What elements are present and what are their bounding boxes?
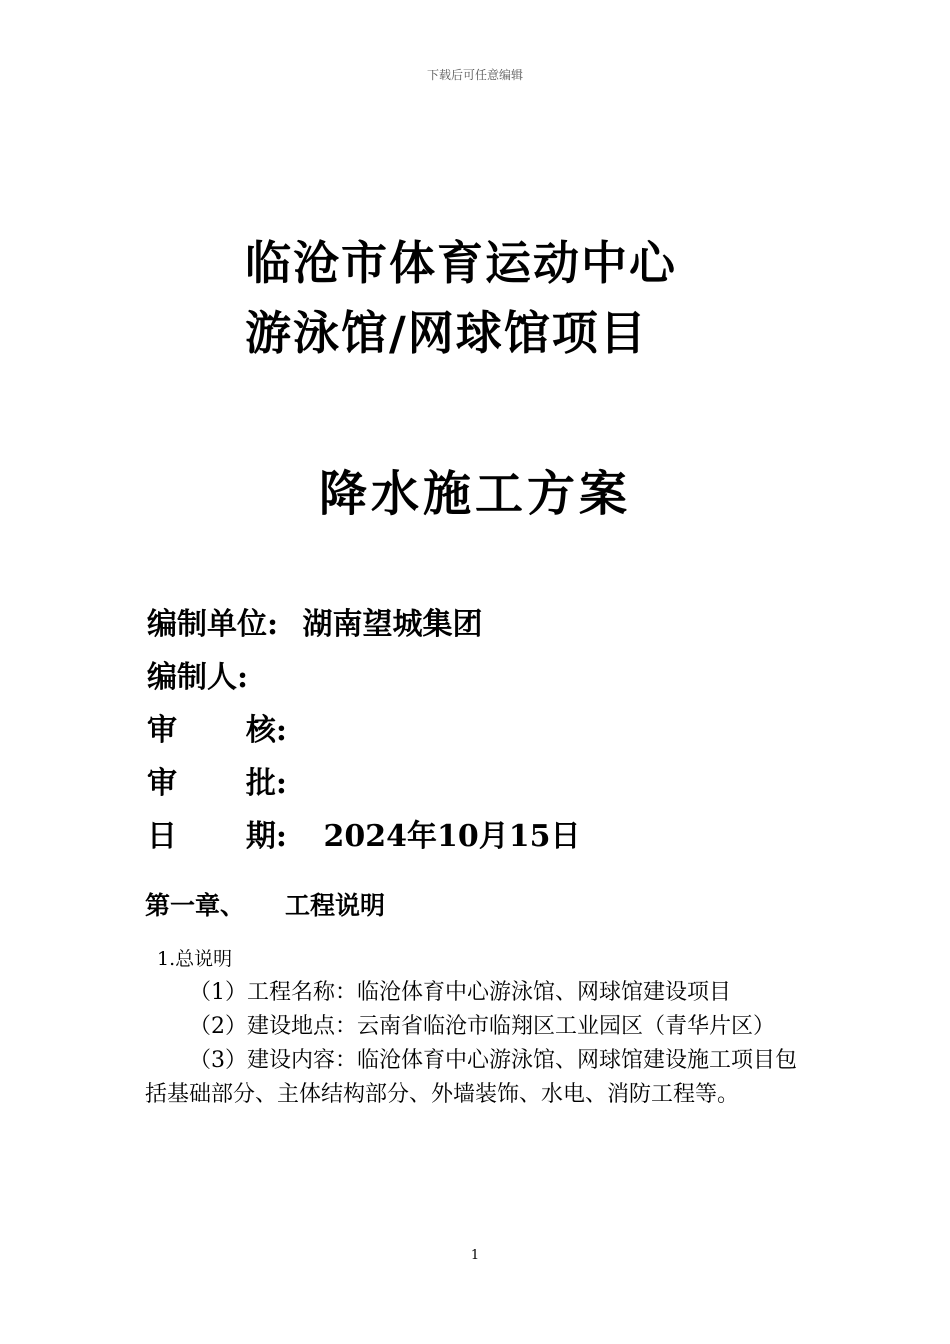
info-block xyxy=(147,598,580,863)
document-title xyxy=(245,228,677,368)
paragraph-content: （3）建设内容：临沧体育中心游泳馆、网球馆建设施工项目包括基础部分、主体结构部分、外墙装饰、水电、消防工程等。 xyxy=(145,1048,797,1107)
chapter-title: 工程说明 xyxy=(285,892,386,920)
chapter-number: 第一章、 xyxy=(145,892,246,920)
page-number: 1 xyxy=(470,1248,480,1263)
review-label-a: 审 xyxy=(147,713,177,748)
info-row-review xyxy=(147,704,580,757)
title-line-1: 临沧市体育运动中心 xyxy=(245,236,677,290)
author-label: 编制人: xyxy=(147,660,249,695)
info-row-date xyxy=(147,810,580,863)
date-label-a: 日 xyxy=(147,819,177,854)
approve-label xyxy=(147,757,287,810)
date-value: 2024年10月15日 xyxy=(323,819,581,854)
date-label xyxy=(147,810,287,863)
review-label-b: 核: xyxy=(245,713,287,748)
unit-value: 湖南望城集团 xyxy=(302,607,483,642)
paragraph-location: （2）建设地点：云南省临沧市临翔区工业园区（青华片区） xyxy=(189,1014,775,1039)
section-heading: 1.总说明 xyxy=(157,948,233,970)
chapter-heading xyxy=(145,886,385,922)
section-body xyxy=(145,942,807,1112)
review-label xyxy=(147,704,287,757)
title-line-2: 游泳馆/网球馆项目 xyxy=(245,306,648,360)
info-row-author xyxy=(147,651,580,704)
document-subtitle: 降水施工方案 xyxy=(318,466,631,522)
paragraph-project-name: （1）工程名称：临沧体育中心游泳馆、网球馆建设项目 xyxy=(189,980,731,1005)
info-row-approve xyxy=(147,757,580,810)
approve-label-a: 审 xyxy=(147,766,177,801)
header-note: 下载后可任意编辑 xyxy=(426,68,523,82)
info-row-unit xyxy=(147,598,580,651)
date-label-b: 期: xyxy=(245,819,287,854)
approve-label-b: 批: xyxy=(245,766,287,801)
unit-label: 编制单位: xyxy=(147,607,279,642)
